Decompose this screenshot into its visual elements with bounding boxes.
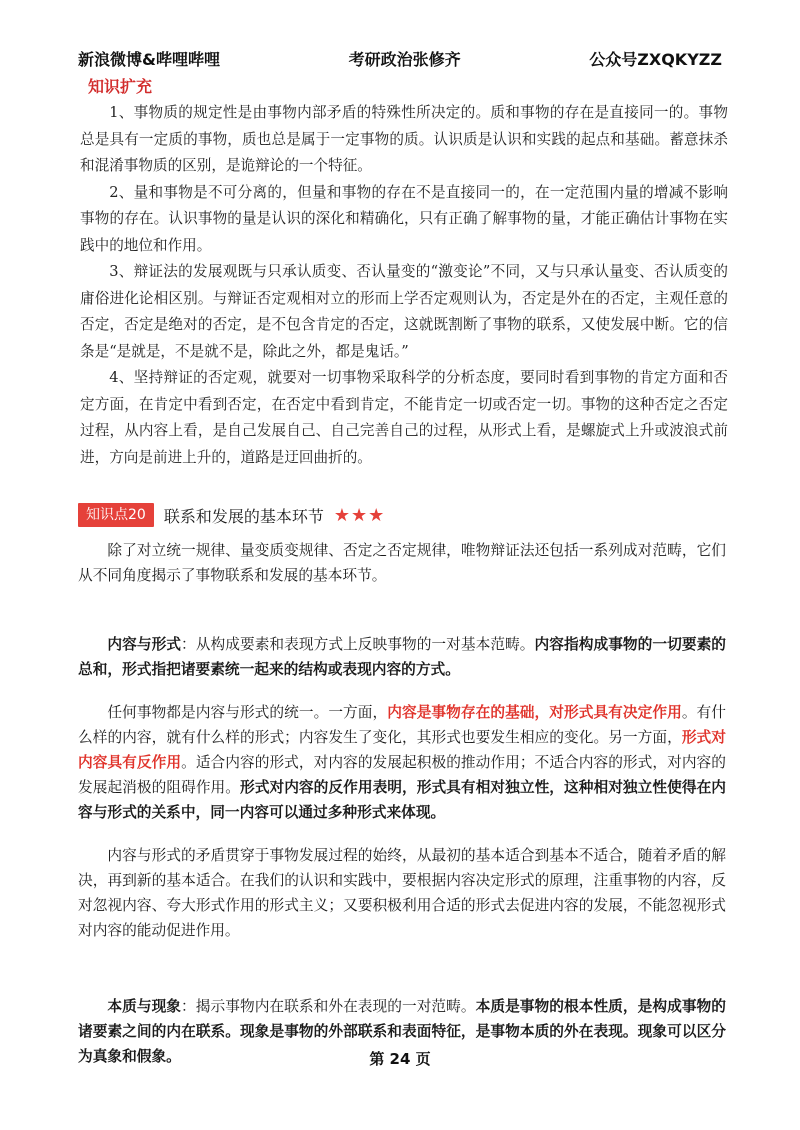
essence-phenomenon-term: 本质与现象 xyxy=(107,998,182,1015)
essence-phenomenon-def-plain: ：揭示事物内在联系和外在表现的一对范畴。 xyxy=(181,998,476,1015)
content-form-section xyxy=(78,632,726,943)
expansion-paragraph-4: 4、坚持辩证的否定观，就要对一切事物采取科学的分析态度，要同时看到事物的肯定方面和否定方面，在肯定中看到否定，在否定中看到肯定，不能肯定一切或否定一切。事物的这种否定之否定过程，从内容上看，是自己发展自己、自己完善自己的过程，从形式上看，是螺旋式上升或波浪式前进，方向是前进上升的，道路是迂回曲折的。 xyxy=(80,369,728,466)
knowledge-point-heading xyxy=(78,502,385,528)
content-form-term: 内容与形式 xyxy=(107,636,182,653)
star-rating-icon: ★★★ xyxy=(333,504,386,526)
intro-paragraph: 除了对立统一规律、量变质变规律、否定之否定规律，唯物辩证法还包括一系列成对范畴，它们从不同角度揭示了事物联系和发展的基本环节。 xyxy=(78,542,726,584)
essence-phenomenon-def-bold: 本质是事物的根本性质，是构成事物的诸要素之间的内在联系。现象是事物的外部联系和表面特征，是事物本质的外在表现。现象可以区分为真象和假象。 xyxy=(78,998,726,1065)
header-center: 考研政治张修齐 xyxy=(348,49,461,69)
content-form-def-bold: 内容指构成事物的一切要素的总和，形式指把诸要素统一起来的结构或表现内容的方式。 xyxy=(78,636,726,678)
expansion-paragraph-1: 1、事物质的规定性是由事物内部矛盾的特殊性所决定的。质和事物的存在是直接同一的。事物总是具有一定质的事物，质也总是属于一定事物的质。认识质是认识和实践的起点和基础。蓄意抹杀和混淆事物质的区别，是诡辩论的一个特征。 xyxy=(80,104,728,174)
text-run: 。有什么样的内容，就有什么样的形式；内容发生了变化，其形式也要发生相应的变化。另一方面， xyxy=(78,704,726,746)
content-form-paragraph-3: 内容与形式的矛盾贯穿于事物发展过程的始终，从最初的基本适合到基本不适合，随着矛盾的解决，再到新的基本适合。在我们的认识和实践中，要根据内容决定形式的原理，注重事物的内容，反对忽视内容、夸大形式作用的形式主义；又要积极利用合适的形式去促进内容的发展，不能忽视形式对内容的能动促进作用。 xyxy=(78,847,726,939)
highlight-content-decisive: 内容是事物存在的基础，对形式具有决定作用 xyxy=(387,704,682,721)
knowledge-point-title: 联系和发展的基本环节 xyxy=(163,506,324,526)
highlight-form-reaction: 形式对内容具有反作用 xyxy=(78,729,726,771)
expansion-text xyxy=(80,100,728,471)
content-form-paragraph-2 xyxy=(78,700,726,825)
expansion-paragraph-2: 2、量和事物是不可分离的，但量和事物的存在不是直接同一的，在一定范围内量的增减不影响事物的存在。认识事物的量是认识的深化和精确化，只有正确了解事物的量，才能正确估计事物在实践中的地位和作用。 xyxy=(80,183,728,254)
header-left: 新浪微博&哔哩哔哩 xyxy=(78,49,220,69)
text-run: 。适合内容的形式，对内容的发展起积极的推动作用；不适合内容的形式，对内容的发展起消极的阻碍作用。 xyxy=(78,754,726,796)
text-run: 任何事物都是内容与形式的统一。一方面， xyxy=(107,704,388,721)
content-form-def-plain: ：从构成要素和表现方式上反映事物的一对基本范畴。 xyxy=(181,636,535,653)
expansion-label: 知识扩充 xyxy=(88,77,153,96)
header-right: 公众号ZXQKYZZ xyxy=(589,49,722,69)
bold-relative-independence: 形式对内容的反作用表明，形式具有相对独立性，这种相对独立性使得在内容与形式的关系中，同一内容可以通过多种形式来体现。 xyxy=(78,779,726,821)
expansion-paragraph-3: 3、辩证法的发展观既与只承认质变、否认量变的“激变论”不同，又与只承认量变、否认质变的庸俗进化论相区别。与辩证否定观相对立的形而上学否定观则认为，否定是外在的否定，主观任意的否定，否定是绝对的否定，是不包含肯定的否定，这就既割断了事物的联系，又使发展中断。它的信条是“是就是，不是就不是，除此之外，都是鬼话。” xyxy=(80,263,728,360)
knowledge-point-intro xyxy=(78,538,726,588)
content-form-definition xyxy=(78,632,726,682)
page-header xyxy=(78,46,722,70)
knowledge-point-badge: 知识点20 xyxy=(78,503,154,527)
page-number: 第 24 页 xyxy=(369,1050,431,1068)
